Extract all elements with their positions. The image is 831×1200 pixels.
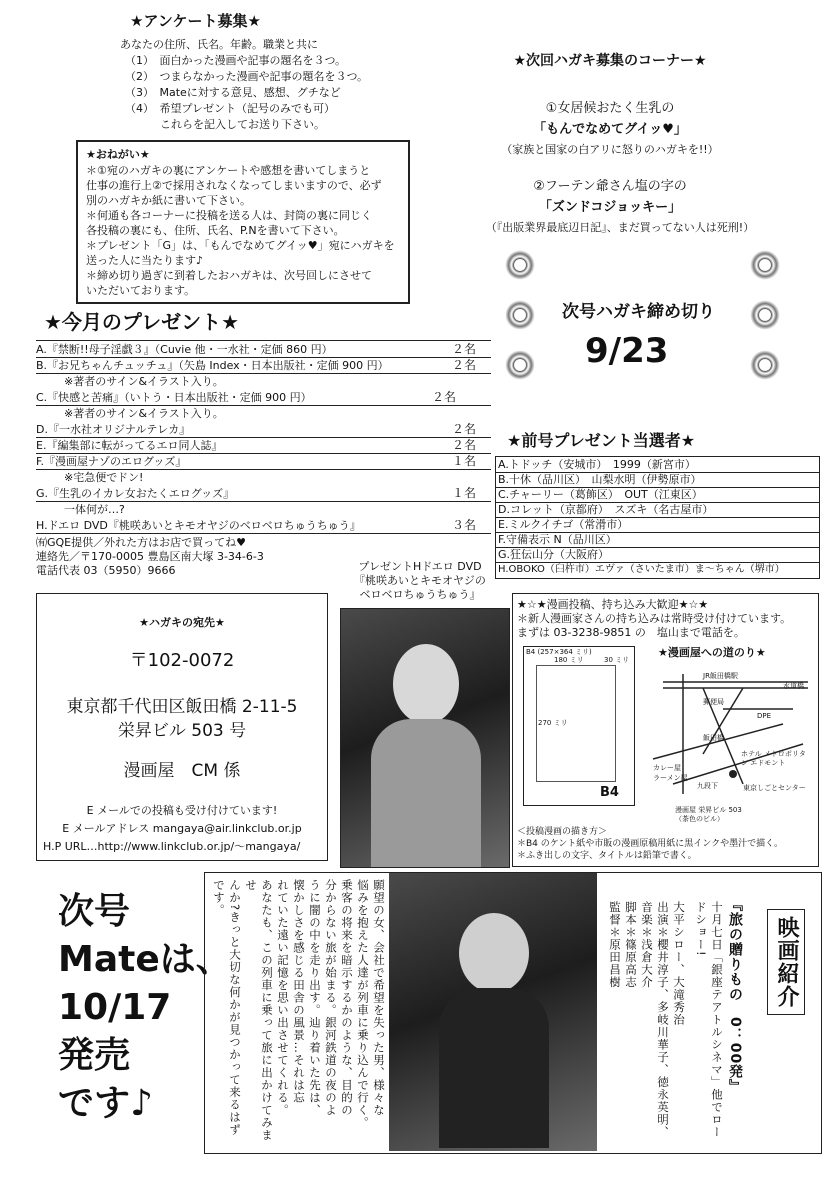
present-item: C.『快感と苦痛』（いトう・日本出版社・定価 900 円） ２名 bbox=[36, 390, 491, 406]
next-issue-line: 発売 bbox=[58, 1035, 131, 1076]
movie-credits: 十月七日「銀座テアトルシネマ」他でロードショー! 大平シロー、大滝秀治 出演＊櫻井淳子、多岐川華子、徳永英明、 音楽＊浅倉大介 脚本＊篠原高志 監督＊原田昌樹 bbox=[608, 901, 724, 1139]
address-line2: 栄昇ビル 503 号 bbox=[117, 721, 247, 741]
movie-title: 『旅の贈りもの 0：00発』 bbox=[727, 897, 743, 1095]
request-line: いただいております。 bbox=[86, 284, 196, 297]
address-zip: 〒102-0072 bbox=[129, 650, 235, 671]
b4-paper-diagram bbox=[523, 646, 635, 806]
flower-decoration-icon bbox=[500, 245, 540, 285]
drawing-notes: ＊B4 のケント紙や市販の漫画原稿用紙に黒インクや墨汁で描く。 bbox=[517, 839, 783, 849]
present-note: 一体何が…? bbox=[64, 503, 125, 516]
corner-1-desc: （家族と国家の白アリに怒りのハガキを!!） bbox=[501, 143, 719, 156]
b4-dim-label: 30 ミリ bbox=[604, 656, 630, 664]
corner-2-desc: （『出版業界最底辺日記』、まだ買ってない人は死刑!） bbox=[485, 221, 755, 234]
submissions-box bbox=[512, 593, 819, 867]
b4-label: B4 bbox=[600, 785, 619, 800]
map-label: 漫画屋 栄昇ビル 503 （茶色のビル） bbox=[675, 806, 742, 823]
request-line: 別のハガキか紙に書いて下さい。 bbox=[86, 194, 251, 207]
address-line1: 東京都千代田区飯田橋 2-11-5 bbox=[66, 697, 298, 717]
presents-section bbox=[36, 310, 491, 577]
next-issue-line: 10/17 bbox=[58, 987, 172, 1028]
movie-heading: 映画紹介 bbox=[767, 909, 805, 1015]
b4-dim-label: 270 ミリ bbox=[538, 719, 568, 727]
map-label: 東京しごとセンター bbox=[743, 784, 806, 792]
map-label: カレー屋 bbox=[653, 764, 681, 772]
winner-row: H.OBOKO（臼杵市）エヴァ（さいたま市）ま～ちゃん（堺市） bbox=[498, 564, 785, 575]
presents-title: ★今月のプレゼント★ bbox=[44, 310, 240, 334]
survey-intro: あなたの住所、氏名。年齢。職業と共に bbox=[120, 38, 318, 51]
presents-footer: 連絡先／〒170-0005 豊島区南大塚 3-34-6-3 bbox=[36, 550, 264, 563]
flower-decoration-icon bbox=[745, 295, 785, 335]
submissions-line: まずは 03-3238-9851 の 塩山まで電話を。 bbox=[517, 626, 745, 639]
dvd-caption: プレゼントHドエロ DVD bbox=[358, 560, 482, 573]
map-label: 九段下 bbox=[697, 782, 718, 790]
present-item: D.『一水社オリジナルテレカ』 ２名 bbox=[36, 422, 491, 438]
homepage-url: H.P URL…http://www.linkclub.or.jp/～mangaya/ bbox=[43, 840, 301, 853]
request-line: ＊プレゼント「G」は、「もんでなめてグイッ♥」宛にハガキを bbox=[86, 239, 395, 252]
next-issue-line: Mateは、 bbox=[58, 939, 232, 980]
map-title: ★漫画屋への道のり★ bbox=[658, 646, 766, 659]
presents-footer: ㈲GQE提供／外れた方はお店で買ってね♥ bbox=[36, 536, 246, 549]
deadline-date: 9/23 bbox=[585, 331, 669, 371]
request-box bbox=[76, 140, 410, 304]
present-item: B.『お兄ちゃんチュッチュ』（矢島 Index・日本出版社・定価 900 円） ２名 bbox=[36, 358, 491, 374]
dvd-caption: 『桃咲あいとキモオヤジの bbox=[354, 574, 486, 587]
present-item: G.『生乳のイカレ女おたくエログッズ』 １名 bbox=[36, 486, 491, 502]
drawing-notes: ＊ふき出しの文字、タイトルは鉛筆で書く。 bbox=[517, 851, 697, 861]
map-label: 郵便局 bbox=[703, 698, 724, 706]
winner-row: E.ミルクイチゴ（常滑市） bbox=[496, 517, 819, 533]
deadline-frame bbox=[500, 245, 790, 425]
map-label: 飯田橋 bbox=[703, 734, 724, 742]
presents-footer: 電話代表 03（5950）9666 bbox=[36, 564, 176, 577]
request-title: ★おねがい★ bbox=[86, 148, 150, 161]
present-item: A.『禁断!!母子淫戯３』（Cuvie 他・一水社・定価 860 円） ２名 bbox=[36, 342, 491, 358]
b4-dim-label: B4 (257×364 ミリ) bbox=[526, 648, 592, 656]
corner-2-label: ②フーテン爺さん塩の字の bbox=[533, 179, 687, 194]
request-line: 送った人に当たります♪ bbox=[86, 254, 204, 267]
email-note: E メールでの投稿も受け付けています! bbox=[86, 804, 278, 817]
corner-2-title: 「ズンドコジョッキー」 bbox=[538, 200, 682, 215]
next-issue-line: 次号 bbox=[58, 891, 131, 932]
movie-body: 願望の女、会社で希望を失った男、様々な 悩みを抱えた人達が列車に乗り込んで行く。 乗客の将来を暗示するかのような、目的の 分からない旅が始まる。銀河鉄道の夜のよ うに闇の中を走り出す。辿り着いた先は、 懐かしさを感じる田舎の風景…それは忘 れていた遠い記憶を思い出させてくれる。 あなたも、この列車に乗って旅に出かけてみませ んか?きっと大切な何かが見つかって来るはずです。 bbox=[212, 879, 386, 1142]
map-label: 水道橋 bbox=[783, 682, 804, 690]
present-note: ※宅急便でドン! bbox=[64, 471, 144, 484]
present-note: ※著者のサイン&イラスト入り。 bbox=[64, 407, 224, 420]
winner-row: D.コレット（京都府） スズキ（名古屋市） bbox=[496, 502, 819, 518]
flower-decoration-icon bbox=[745, 345, 785, 385]
map-label: ホテル メトロポリタン エドモント bbox=[741, 750, 806, 767]
winner-row: A.トドッチ（安城市） 1999（新宮市） bbox=[496, 457, 819, 473]
address-box bbox=[36, 593, 328, 861]
map-label: DPE bbox=[757, 712, 772, 720]
flower-decoration-icon bbox=[500, 295, 540, 335]
request-line: ＊何通も各コーナーに投稿を送る人は、封筒の裏に同じく bbox=[86, 209, 372, 222]
corner-1-label: ①女居候おたく生乳の bbox=[545, 101, 675, 116]
request-line: ＊①宛のハガキの裏にアンケートや感想を書いてしまうと bbox=[86, 164, 371, 177]
present-item: E.『編集部に転がってるエロ同人誌』 ２名 bbox=[36, 438, 491, 454]
survey-item: （1） 面白かった漫画や記事の題名を３つ。 bbox=[125, 54, 347, 67]
postcard-corner bbox=[440, 50, 820, 250]
movie-still-image bbox=[389, 873, 597, 1151]
flower-decoration-icon bbox=[500, 345, 540, 385]
request-line: 仕事の進行上②で採用されなくなってしまいますので、必ず bbox=[86, 179, 382, 192]
winners-title: ★前号プレゼント当選者★ bbox=[507, 431, 696, 450]
request-line: 各投稿の裏にも、住所、氏名、P.Nを書いて下さい。 bbox=[86, 224, 345, 237]
address-dept: 漫画屋 CM 係 bbox=[123, 761, 241, 781]
survey-item: （2） つまらなかった漫画や記事の題名を３つ。 bbox=[125, 70, 369, 83]
winner-row: F.守備表示 N（品川区） bbox=[496, 532, 819, 548]
survey-title: ★アンケート募集★ bbox=[130, 12, 261, 30]
dvd-cover-image bbox=[340, 608, 510, 868]
survey-closing: これらを記入してお送り下さい。 bbox=[160, 118, 325, 131]
present-item: F.『漫画屋ナゾのエログッズ』 １名 bbox=[36, 454, 491, 470]
address-title: ★ハガキの宛先★ bbox=[139, 616, 225, 629]
deadline-label: 次号ハガキ締め切り bbox=[562, 302, 715, 322]
request-line: ＊締め切り過ぎに到着したおハガキは、次号回しにさせて bbox=[86, 269, 372, 282]
next-issue-line: です♪ bbox=[58, 1083, 153, 1124]
survey-item: （4） 希望プレゼント（記号のみでも可） bbox=[125, 102, 336, 115]
email-address: E メールアドレス mangaya@air.linkclub.or.jp bbox=[62, 822, 302, 835]
drawing-notes: ＜投稿漫画の描き方＞ bbox=[517, 827, 608, 837]
next-issue bbox=[58, 888, 232, 1128]
submissions-line: ＊新人漫画家さんの持ち込みは常時受け付けています。 bbox=[517, 612, 792, 625]
present-item: H.ドエロ DVD『桃咲あいとキモオヤジのベロベロちゅうちゅう』 ３名 bbox=[36, 518, 491, 534]
corner-title: ★次回ハガキ募集のコーナー★ bbox=[513, 53, 707, 69]
map-label: ラーメン屋 bbox=[653, 774, 688, 782]
movie-section bbox=[204, 872, 822, 1154]
present-note: ※著者のサイン&イラスト入り。 bbox=[64, 375, 224, 388]
submissions-line: ★☆★漫画投稿、持ち込み大歓迎★☆★ bbox=[517, 598, 709, 611]
flower-decoration-icon bbox=[745, 245, 785, 285]
corner-1-title: 「もんでなめてグイッ♥」 bbox=[533, 122, 687, 137]
dvd-caption: ベロベロちゅうちゅう』 bbox=[359, 588, 481, 601]
winner-row: G.狂伝山分（大阪府） bbox=[496, 547, 819, 563]
winners-section bbox=[495, 430, 820, 580]
winner-row: B.十休（品川区） 山梨水明（伊勢原市） bbox=[496, 472, 819, 488]
b4-dim-label: 180 ミリ bbox=[554, 656, 584, 664]
survey-item: （3） Mateに対する意見、感想、グチなど bbox=[125, 86, 341, 99]
winner-row: C.チャーリー（葛飾区） OUT（江東区） bbox=[496, 487, 819, 503]
map-label: JR飯田橋駅 bbox=[703, 672, 738, 680]
